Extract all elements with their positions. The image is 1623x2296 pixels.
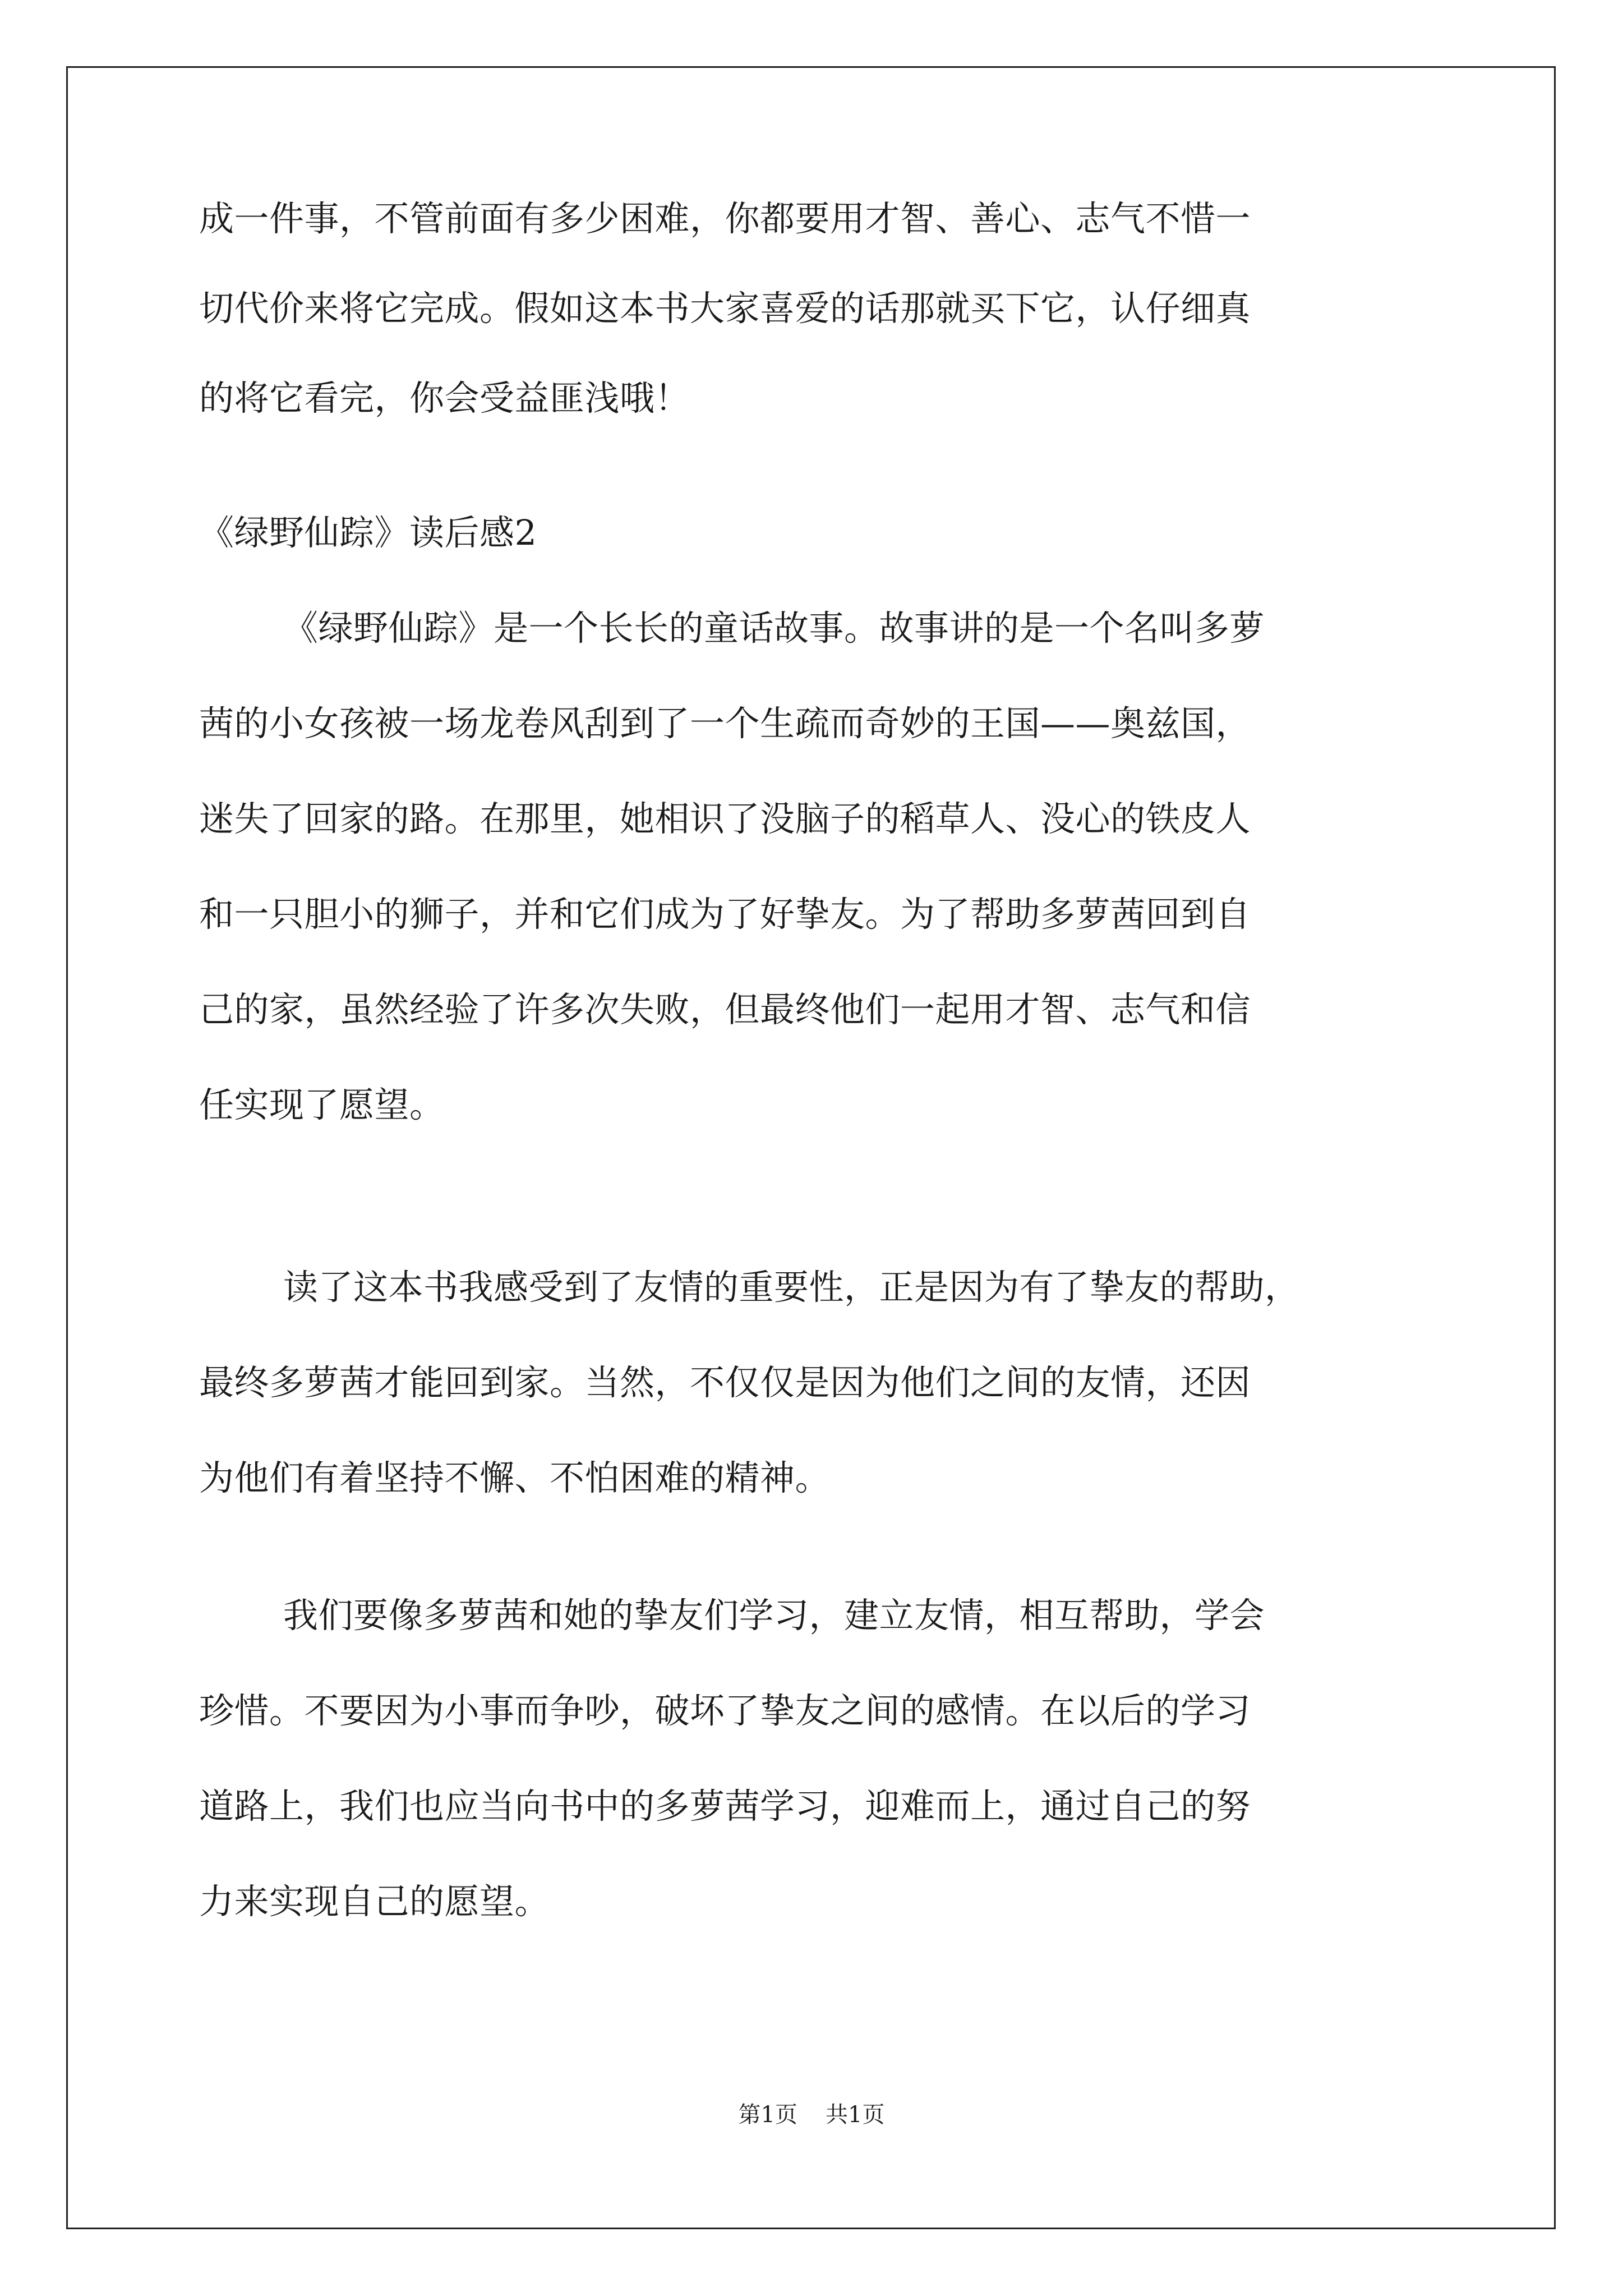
- paragraph-line: 珍惜。不要因为小事而争吵，破坏了挚友之间的感情。在以后的学习: [199, 1690, 1251, 1731]
- paragraph-line: 成一件事，不管前面有多少困难，你都要用才智、善心、志气不惜一: [199, 198, 1251, 239]
- paragraph-line: 我们要像多萝茜和她的挚友们学习，建立友情，相互帮助，学会: [283, 1595, 1265, 1636]
- paragraph-line: 己的家，虽然经验了许多次失败，但最终他们一起用才智、志气和信: [199, 989, 1251, 1030]
- paragraph-line: 《绿野仙踪》是一个长长的童话故事。故事讲的是一个名叫多萝: [283, 608, 1265, 648]
- paragraph-line: 切代价来将它完成。假如这本书大家喜爱的话那就买下它，认仔细真: [199, 288, 1251, 329]
- section-heading: 《绿野仙踪》读后感2: [199, 512, 537, 553]
- paragraph-line: 力来实现自己的愿望。: [199, 1881, 550, 1922]
- paragraph-line: 道路上，我们也应当向书中的多萝茜学习，迎难而上，通过自己的努: [199, 1786, 1251, 1826]
- paragraph-line: 为他们有着坚持不懈、不怕困难的精神。: [199, 1457, 831, 1498]
- paragraph-line: 任实现了愿望。: [199, 1084, 445, 1125]
- paragraph-line: 的将它看完，你会受益匪浅哦！: [199, 378, 690, 418]
- paragraph-line: 茜的小女孩被一场龙卷风刮到了一个生疏而奇妙的王国——奥兹国，: [199, 703, 1251, 744]
- paragraph-line: 和一只胆小的狮子，并和它们成为了好挚友。为了帮助多萝茜回到自: [199, 894, 1251, 935]
- paragraph-line: 迷失了回家的路。在那里，她相识了没脑子的稻草人、没心的铁皮人: [199, 798, 1251, 839]
- paragraph-line: 最终多萝茜才能回到家。当然，不仅仅是因为他们之间的友情，还因: [199, 1362, 1251, 1403]
- paragraph-line: 读了这本书我感受到了友情的重要性，正是因为有了挚友的帮助，: [283, 1267, 1300, 1308]
- page-number: 第1页: [738, 2102, 797, 2128]
- page-total: 共1页: [826, 2102, 885, 2128]
- page-footer: [0, 2098, 1623, 2132]
